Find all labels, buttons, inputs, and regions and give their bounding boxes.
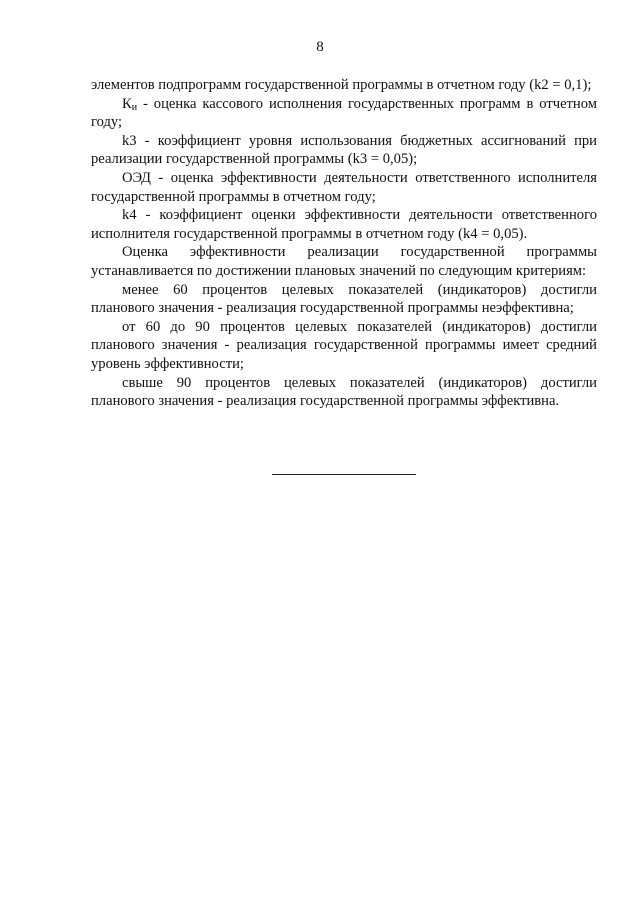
paragraph-oed-definition: ОЭД - оценка эффективности деятельности ответственного исполнителя государственной программы в отчетном году; xyxy=(91,169,597,205)
paragraph-criterion-below-60: менее 60 процентов целевых показателей (индикаторов) достигли планового значения - реализация государственной программы неэффективна; xyxy=(91,281,597,317)
end-of-document-rule xyxy=(272,474,416,475)
ki-definition-text: - оценка кассового исполнения государственных программ в отчетном году; xyxy=(91,95,597,131)
page-number: 8 xyxy=(316,39,324,55)
paragraph-k4-definition: k4 - коэффициент оценки эффективности деятельности ответственного исполнителя государственной программы в отчетном году (k4 = 0,05). xyxy=(91,207,597,242)
document-body xyxy=(91,76,597,411)
ki-subscript: и xyxy=(131,101,138,113)
ki-symbol: К xyxy=(122,95,132,112)
paragraph-ki-definition xyxy=(91,95,597,132)
paragraph-evaluation-criteria-intro: Оценка эффективности реализации государственной программы устанавливается по достижении плановых значений по следующим критериям: xyxy=(91,244,597,279)
paragraph-criterion-above-90: свыше 90 процентов целевых показателей (индикаторов) достигли планового значения - реализация государственной программы эффективна. xyxy=(91,374,597,410)
paragraph-k2-continuation: элементов подпрограмм государственной программы в отчетном году (k2 = 0,1); xyxy=(91,77,592,93)
paragraph-criterion-60-to-90: от 60 до 90 процентов целевых показателей (индикаторов) достигли планового значения - реализация государственной программы имеет средний уровень эффективности; xyxy=(91,318,597,372)
paragraph-k3-definition: k3 - коэффициент уровня использования бюджетных ассигнований при реализации государственной программы (k3 = 0,05); xyxy=(91,132,597,168)
